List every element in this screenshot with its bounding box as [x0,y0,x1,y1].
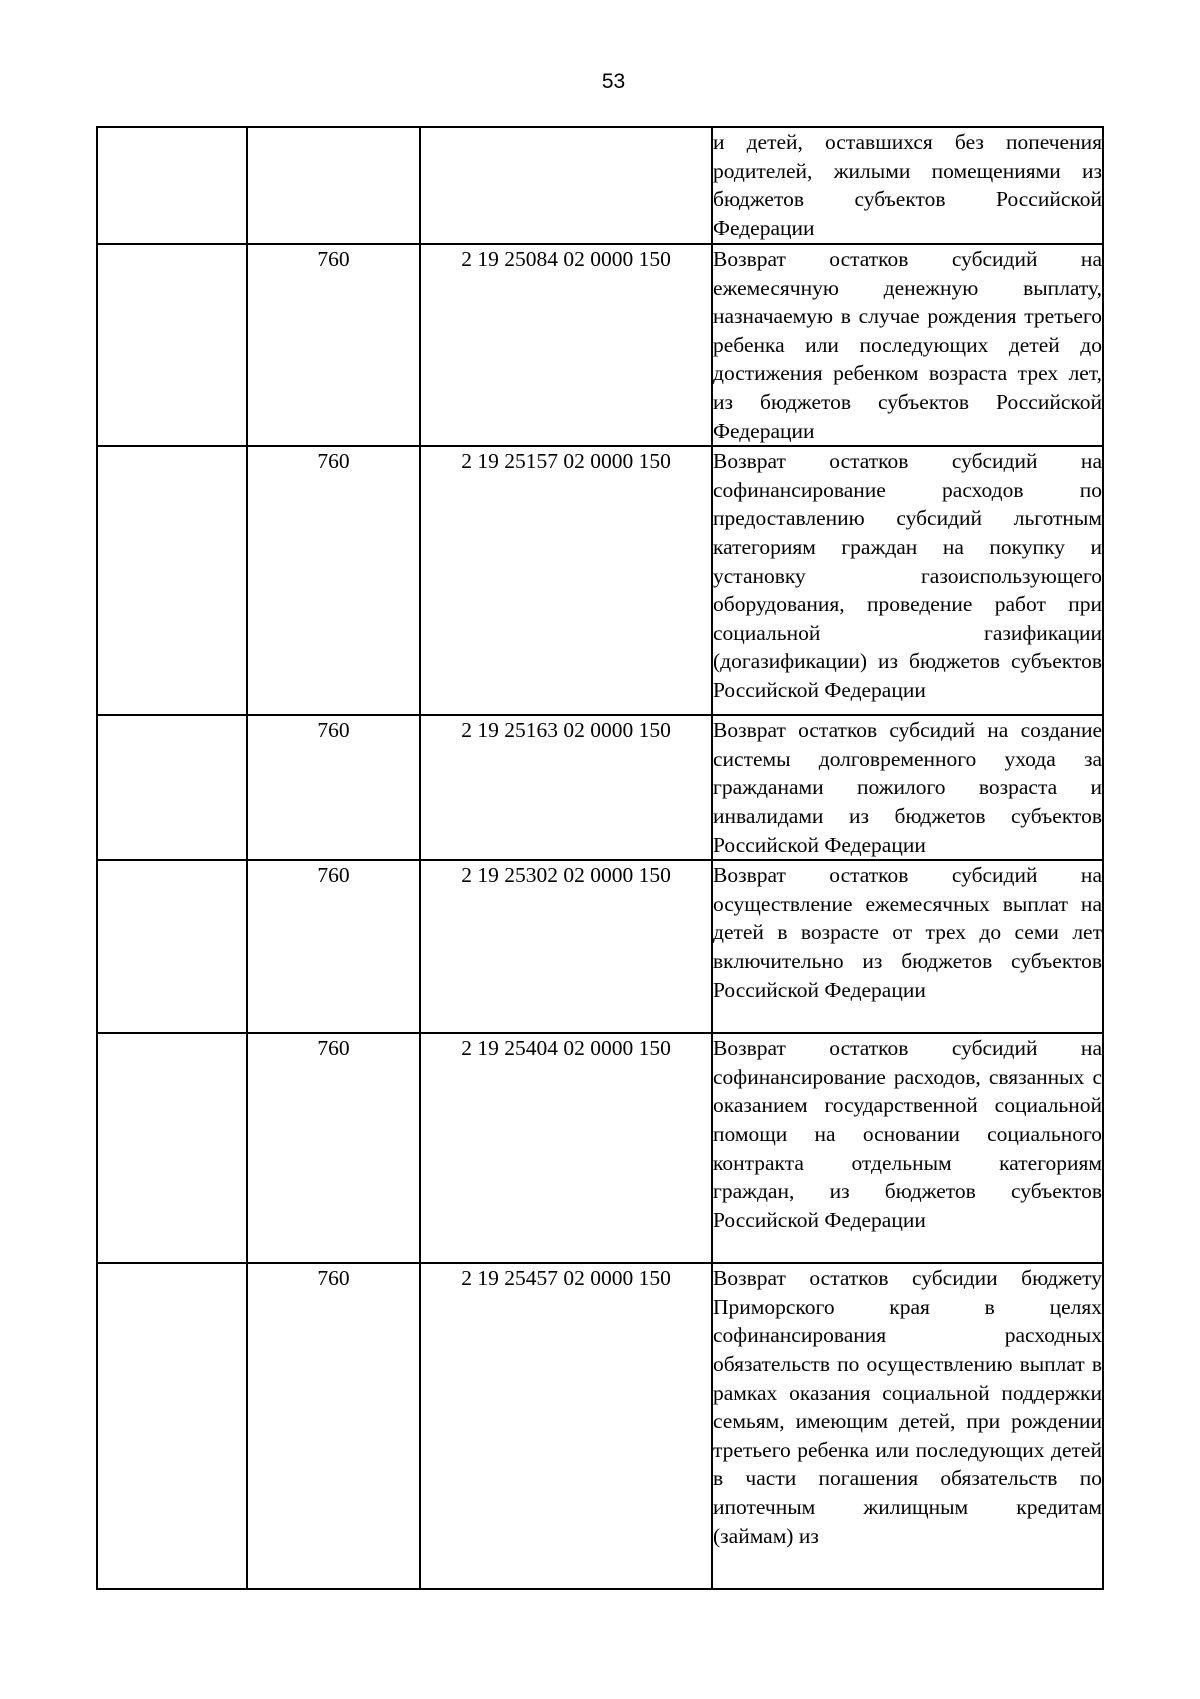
description-cell: Возврат остатков субсидий на создание системы долговременного ухода за гражданами пожилого возраста и инвалидами из бюджетов субъектов Российской Федерации [712,715,1103,860]
table-row [97,1263,1103,1589]
admin-code-cell: 760 [247,860,420,1033]
table-row [97,446,1103,715]
blank-cell [97,1033,247,1263]
blank-cell [97,860,247,1033]
admin-code-cell: 760 [247,446,420,715]
blank-cell [97,715,247,860]
page-number: 53 [601,70,626,93]
budget-classification-table [96,126,1104,1590]
blank-cell [97,446,247,715]
admin-code-cell: 760 [247,1033,420,1263]
table-row [97,715,1103,860]
admin-code-cell: 760 [247,1263,420,1589]
budget-code-cell: 2 19 25157 02 0000 150 [420,446,712,715]
blank-cell [97,1263,247,1589]
budget-code-cell: 2 19 25163 02 0000 150 [420,715,712,860]
budget-code-cell: 2 19 25457 02 0000 150 [420,1263,712,1589]
budget-code-cell: 2 19 25302 02 0000 150 [420,860,712,1033]
description-cell: Возврат остатков субсидий на софинансирование расходов, связанных с оказанием государственной социальной помощи на основании социального контракта отдельным категориям граждан, из бюджетов субъектов Российской Федерации [712,1033,1103,1263]
admin-code-cell: 760 [247,244,420,446]
table-row [97,1033,1103,1263]
description-cell: и детей, оставшихся без попечения родителей, жилыми помещениями из бюджетов субъектов Российской Федерации [712,127,1103,244]
budget-code-cell: 2 19 25404 02 0000 150 [420,1033,712,1263]
description-cell: Возврат остатков субсидий на осуществление ежемесячных выплат на детей в возрасте от трех до семи лет включительно из бюджетов субъектов Российской Федерации [712,860,1103,1033]
admin-code-cell [247,127,420,244]
table-row [97,127,1103,244]
budget-code-cell [420,127,712,244]
admin-code-cell: 760 [247,715,420,860]
budget-code-cell: 2 19 25084 02 0000 150 [420,244,712,446]
table-row [97,244,1103,446]
blank-cell [97,127,247,244]
blank-cell [97,244,247,446]
description-cell: Возврат остатков субсидий на софинансирование расходов по предоставлению субсидий льготным категориям граждан на покупку и установку газоиспользующего оборудования, проведение работ при социальной газификации (догазификации) из бюджетов субъектов Российской Федерации [712,446,1103,715]
description-cell: Возврат остатков субсидий на ежемесячную денежную выплату, назначаемую в случае рождения третьего ребенка или последующих детей до достижения ребенком возраста трех лет, из бюджетов субъектов Российской Федерации [712,244,1103,446]
description-cell: Возврат остатков субсидии бюджету Приморского края в целях софинансирования расходных обязательств по осуществлению выплат в рамках оказания социальной поддержки семьям, имеющим детей, при рождении третьего ребенка или последующих детей в части погашения обязательств по ипотечным жилищным кредитам (займам) из [712,1263,1103,1589]
table-row [97,860,1103,1033]
